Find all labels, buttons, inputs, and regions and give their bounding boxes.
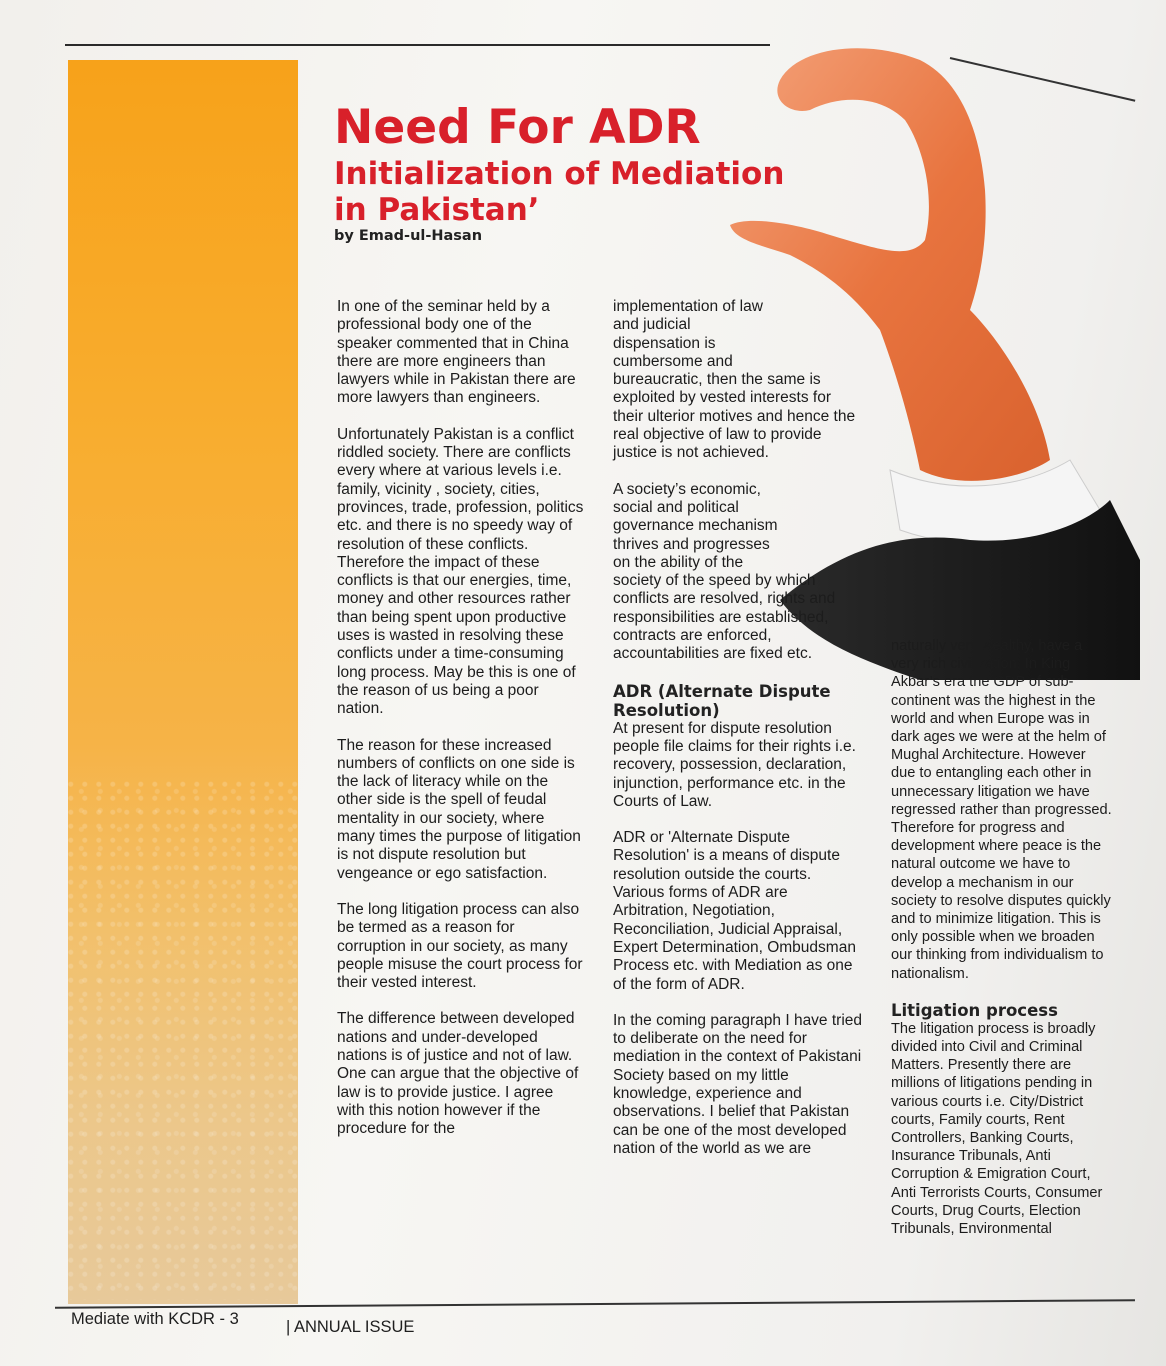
footer-issue-label: | ANNUAL ISSUE xyxy=(286,1318,415,1336)
article-subtitle-line2: in Pakistan’ xyxy=(334,192,540,228)
paragraph: At present for dispute resolution people file claims for their rights i.e. recovery, possession, declaration, injunction, performance etc. in the Courts of Law. xyxy=(613,719,856,810)
section-heading-litigation: Litigation process xyxy=(891,1000,1058,1020)
stripe-texture xyxy=(68,780,298,1300)
article-subtitle-line1: Initialization of Mediation xyxy=(334,156,785,192)
paragraph: The difference between developed nations and under-developed nations is of justice and not of law. One can argue that the objective of law is to provide justice. I agree with this notion however if the procedure for the xyxy=(337,1010,579,1138)
paragraph: implementation of law and judicial dispensation is cumbersome and xyxy=(613,298,763,370)
text-column-2 xyxy=(613,298,865,1176)
article-header xyxy=(334,100,854,244)
paragraph: society of the speed by which conflicts are resolved, rights and responsibilities are established, contracts are enforced, accountabilities are fixed etc. xyxy=(613,572,836,663)
article-title: Need For ADR xyxy=(334,100,701,155)
paragraph: The reason for these increased numbers of conflicts on one side is the lack of literacy while on the other side is the spell of feudal mentality in our society, where many times the purpose of litigation is not dispute resolution but vengeance or ego satisfaction. xyxy=(337,736,581,882)
article-byline: by Emad-ul-Hasan xyxy=(334,228,483,244)
paragraph: In one of the seminar held by a professional body one of the speaker commented that in China there are more engineers than lawyers while in Pakistan there are more lawyers than engineers. xyxy=(337,298,576,407)
paragraph: Unfortunately Pakistan is a conflict riddled society. There are conflicts every where at various levels i.e. family, vicinity , society, cities, provinces, trade, profession, politics etc. and there is no speedy way of resolution of these conflicts. Therefore the impact of these conflicts is that our energies, time, money and other resources rather than being spent upon productive uses is wasted in resolving these conflicts under a time-consuming long process. May be this is one of the reason of us being a poor nation. xyxy=(337,425,584,718)
section-heading-adr: ADR (Alternate Dispute Resolution) xyxy=(613,681,831,720)
top-rule xyxy=(65,44,770,46)
text-column-3 xyxy=(891,637,1113,1256)
paragraph: The long litigation process can also be termed as a reason for corruption in our society, as many people misuse the court process for their vested interest. xyxy=(337,900,583,992)
paragraph: In the coming paragraph I have tried to deliberate on the need for mediation in the context of Pakistani Society based on my little knowledge, experience and observations. I belief that Pakistan can be one of the most developed nation of the world as we are xyxy=(613,1011,863,1157)
paragraph: naturally very wealthy, have a very rich civilization. In King Akbar’s era the GDP of sub-continent was the highest in the world and when Europe was in dark ages we were at the helm of Mughal Architecture. However due to entangling each other in unnecessary litigation we have regressed rather than progressed. Therefore for progress and development where peace is the natural outcome we have to develop a mechanism in our society to resolve disputes quickly and to minimize litigation. This is only possible when we broaden our thinking from individualism to nationalism. xyxy=(891,638,1112,982)
footer-page-label: Mediate with KCDR - 3 xyxy=(71,1310,239,1328)
text-column-1 xyxy=(337,298,585,1156)
paragraph: The litigation process is broadly divided into Civil and Criminal Matters. Presently there are millions of litigations pending in various courts i.e. City/District courts, Family courts, Rent Controllers, Banking Courts, Insurance Tribunals, Anti Corruption & Emigration Court, Anti Terrorists Courts, Consumer Courts, Drug Courts, Election Tribunals, Environmental xyxy=(891,1020,1103,1238)
paragraph: governance mechanism thrives and progresses on the ability of the xyxy=(613,517,778,571)
paragraph: A society’s economic, social and political xyxy=(613,480,761,516)
paragraph: bureaucratic, then the same is exploited by vested interests for their ulterior motives and hence the real objective of law to provide justice is not achieved. xyxy=(613,371,856,462)
paragraph: ADR or 'Alternate Dispute Resolution' is a means of dispute resolution outside the courts. Various forms of ADR are Arbitration, Negotiation, Reconciliation, Judicial Appraisal, Expert Determination, Ombudsman Process etc. with Mediation as one of the form of ADR. xyxy=(613,829,856,993)
